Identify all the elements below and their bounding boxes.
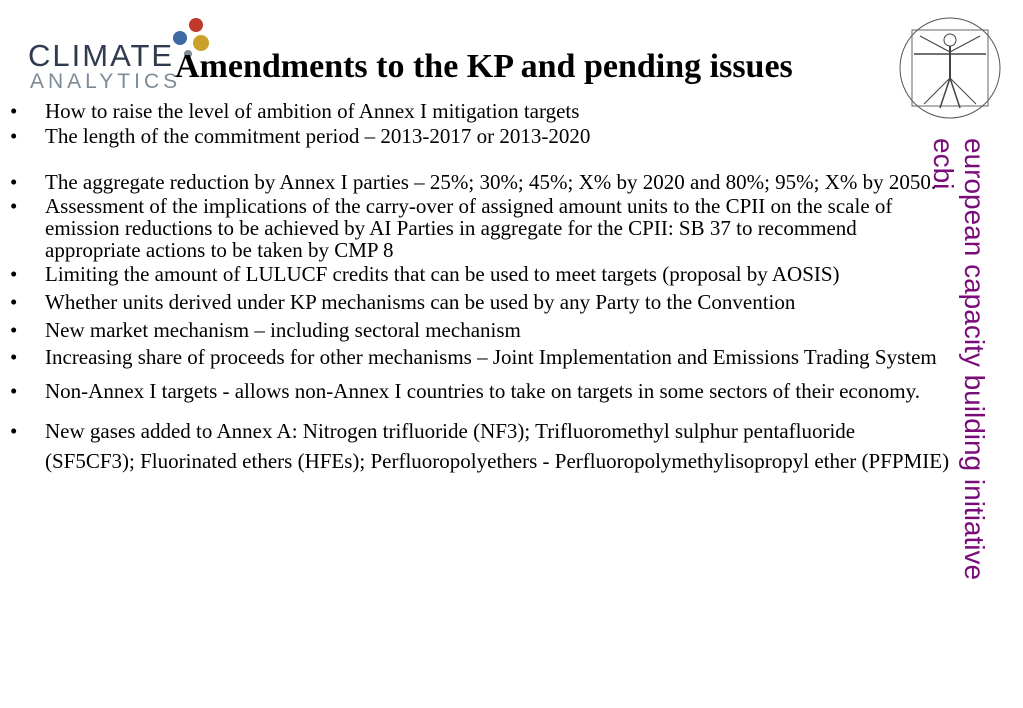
list-item (0, 171, 950, 193)
list-item-text: Whether units derived under KP mechanisms can be used by any Party to the Convention (45, 290, 796, 314)
list-item-text: The length of the commitment period – 2013-2017 or 2013-2020 (45, 124, 591, 148)
logo-text-climate: CLIMATE (28, 38, 175, 73)
ecbi-acronym: ecbi (928, 138, 959, 190)
list-item (0, 291, 950, 313)
list-item-text: Assessment of the implications of the carry-over of assigned amount units to the CPII on the scale of emission reductions to be achieved by AI Parties in aggregate for the CPII: SB 37 to recommend appropriate actions to be taken by CMP 8 (45, 194, 893, 262)
bullet-icon: • (10, 124, 18, 148)
logo-text-analytics: ANALYTICS (30, 70, 182, 93)
ecbi-full-name: european capacity building initiative (959, 138, 990, 581)
list-item (0, 263, 950, 285)
slide-title: Amendments to the KP and pending issues (175, 48, 793, 85)
bullet-icon: • (10, 194, 18, 218)
bullet-icon: • (10, 419, 18, 443)
bullet-icon: • (10, 262, 18, 286)
list-item-text: New gases added to Annex A: Nitrogen trifluoride (NF3); Trifluoromethyl sulphur pentafluoride (SF5CF3); Fluorinated ethers (HFEs); Perfluoropolyethers - Perfluoropolymethylisopropyl ether (PFPMIE) (45, 419, 950, 473)
list-item (0, 376, 950, 406)
list-item-text: New market mechanism – including sectoral mechanism (45, 318, 521, 342)
bullet-icon: • (10, 318, 18, 342)
list-item-text: Increasing share of proceeds for other mechanisms – Joint Implementation and Emissions Trading System (45, 345, 937, 369)
list-item-text: Limiting the amount of LULUCF credits that can be used to meet targets (proposal by AOSIS) (45, 262, 840, 286)
bullet-icon: • (10, 345, 18, 369)
list-item (0, 100, 950, 122)
bullet-icon: • (10, 170, 18, 194)
list-item (0, 125, 950, 147)
bullet-icon: • (10, 99, 18, 123)
bullet-icon: • (10, 290, 18, 314)
list-item-text: Non-Annex I targets - allows non-Annex I countries to take on targets in some sectors of their economy. (45, 379, 920, 403)
bullet-list (0, 100, 950, 476)
list-item-text: The aggregate reduction by Annex I parties – 25%; 30%; 45%; X% by 2020 and 80%; 95%; X% by 2050. (45, 170, 937, 194)
list-item (0, 195, 950, 261)
list-item-text: How to raise the level of ambition of Annex I mitigation targets (45, 99, 580, 123)
list-item (0, 416, 950, 476)
list-item (0, 346, 950, 368)
bullet-icon: • (10, 379, 18, 403)
list-item (0, 319, 950, 341)
